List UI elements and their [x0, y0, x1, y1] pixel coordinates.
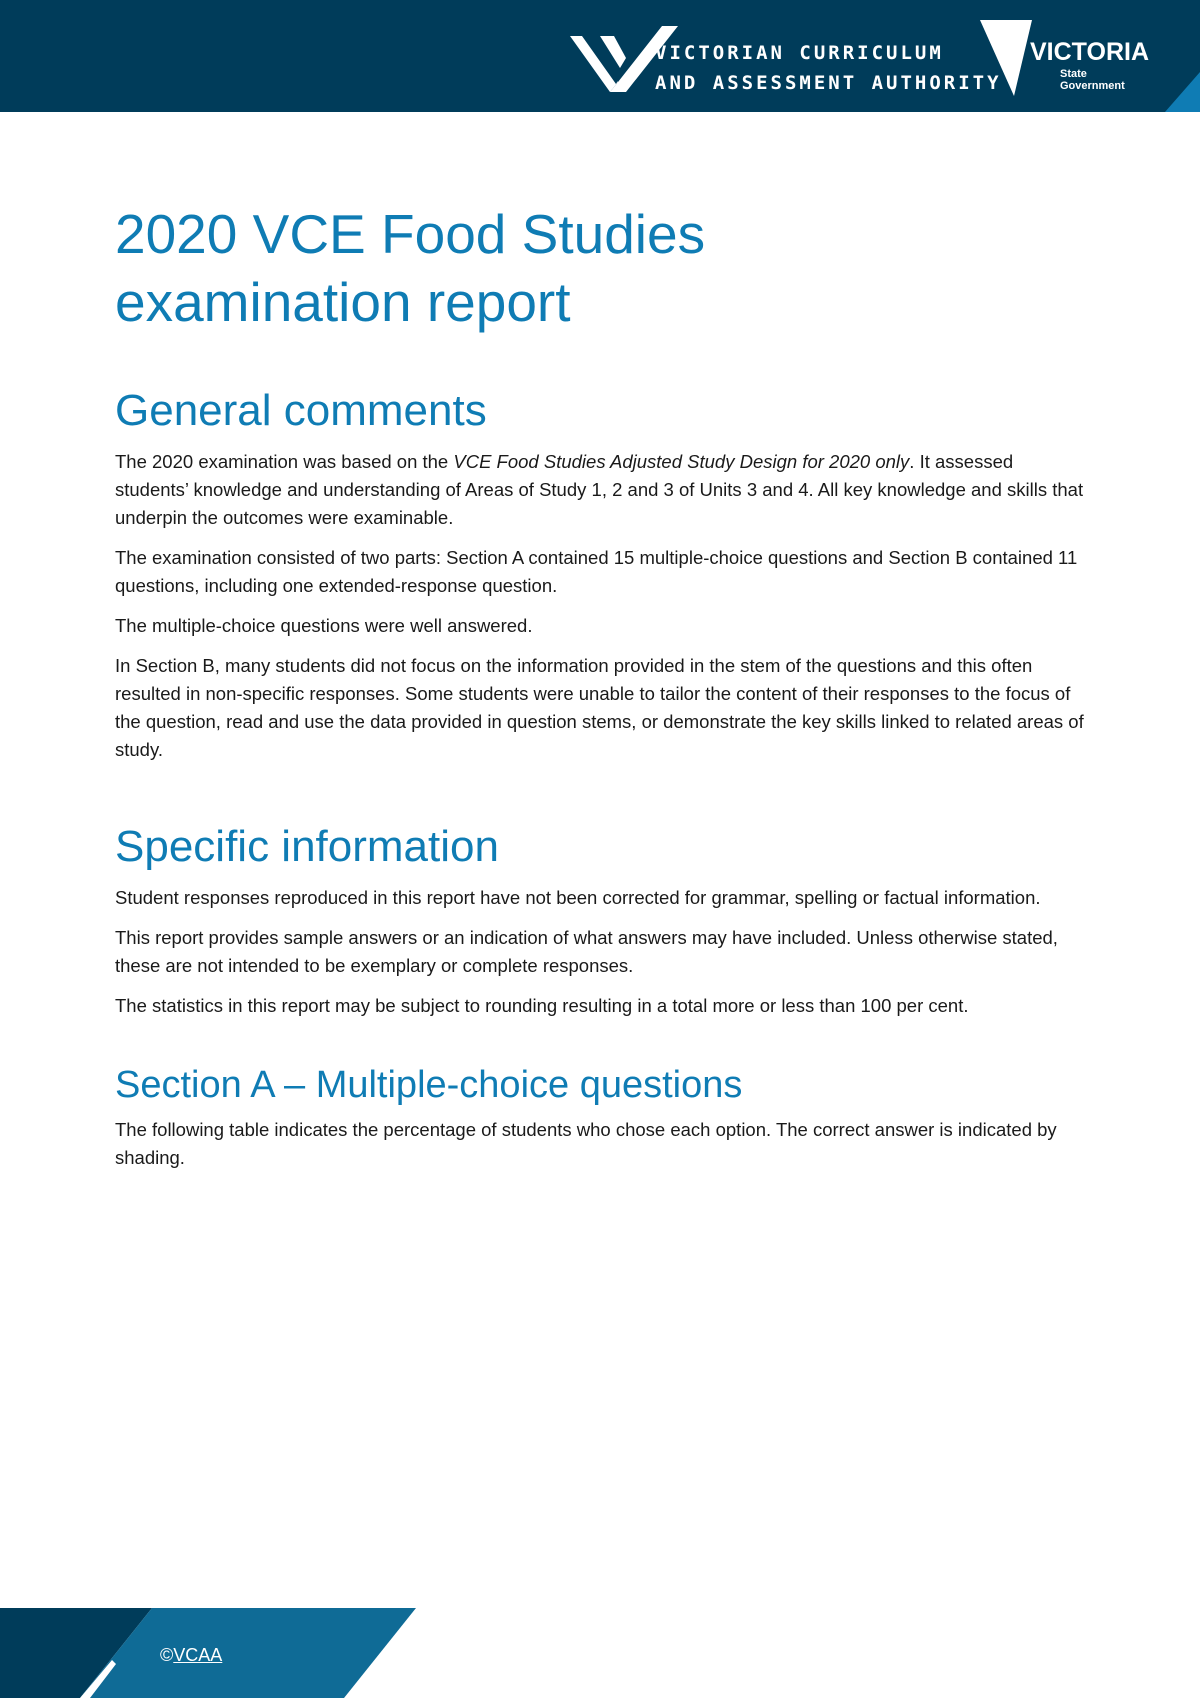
- document-title-line2: examination report: [115, 271, 571, 333]
- study-design-title: VCE Food Studies Adjusted Study Design for 2020 only: [453, 451, 910, 472]
- victoria-wordmark: VICTORIA: [1030, 38, 1149, 66]
- footer-copyright: [160, 1645, 222, 1666]
- section-a-paragraph-1: The following table indicates the percentage of students who chose each option. The correct answer is indicated by shading.: [115, 1119, 1057, 1168]
- specific-information-paragraph-1: Student responses reproduced in this report have not been corrected for grammar, spelling or factual information.: [115, 887, 1041, 908]
- specific-information-paragraph-3: The statistics in this report may be subject to rounding resulting in a total more or less than 100 per cent.: [115, 995, 969, 1016]
- general-comments-paragraph-2: The examination consisted of two parts: Section A contained 15 multiple-choice questions and Section B contained 11 questions, including one extended-response question.: [115, 547, 1078, 596]
- general-comments-paragraph-3: The multiple-choice questions were well answered.: [115, 615, 533, 636]
- section-a-heading: Section A – Multiple-choice questions: [115, 1064, 743, 1106]
- general-comments-heading: General comments: [115, 386, 487, 435]
- vcaa-link[interactable]: VCAA: [173, 1645, 223, 1665]
- victoria-subtitle-line1: State: [1060, 68, 1087, 80]
- header-banner: [0, 0, 1200, 112]
- document-title-line1: 2020 VCE Food Studies: [115, 203, 706, 265]
- vcaa-wordmark: [655, 38, 1002, 98]
- victoria-subtitle-line2: Government: [1060, 80, 1125, 92]
- general-comments-p1-text-a: The 2020 examination was based on the: [115, 451, 454, 472]
- vcaa-wordmark-line1: VICTORIAN CURRICULUM: [655, 42, 944, 64]
- general-comments-paragraph-4: In Section B, many students did not focus on the information provided in the stem of the questions and this often resulted in non-specific responses. Some students were unable to tailor the content of their responses to the focus of the question, read and use the data provided in question stems, or demonstrate the key skills linked to related areas of study.: [115, 655, 1084, 760]
- document-body: [115, 200, 1085, 1172]
- general-comments-p1-text-b: . It assessed students’ knowledge and understanding of Areas of Study 1, 2 and 3 of Units 3 and 4. All key knowledge and skills that underpin the outcomes were examinable.: [115, 451, 1084, 528]
- specific-information-paragraph-2: This report provides sample answers or an indication of what answers may have included. Unless otherwise stated, these are not intended to be exemplary or complete responses.: [115, 927, 1058, 976]
- document-title: [115, 200, 1085, 336]
- copyright-symbol: ©: [160, 1645, 174, 1665]
- vcaa-wordmark-line2: AND ASSESSMENT AUTHORITY: [655, 72, 1002, 94]
- general-comments-paragraph-1: [115, 448, 1085, 532]
- specific-information-heading: Specific information: [115, 822, 499, 871]
- victoria-subtitle: [1060, 68, 1125, 92]
